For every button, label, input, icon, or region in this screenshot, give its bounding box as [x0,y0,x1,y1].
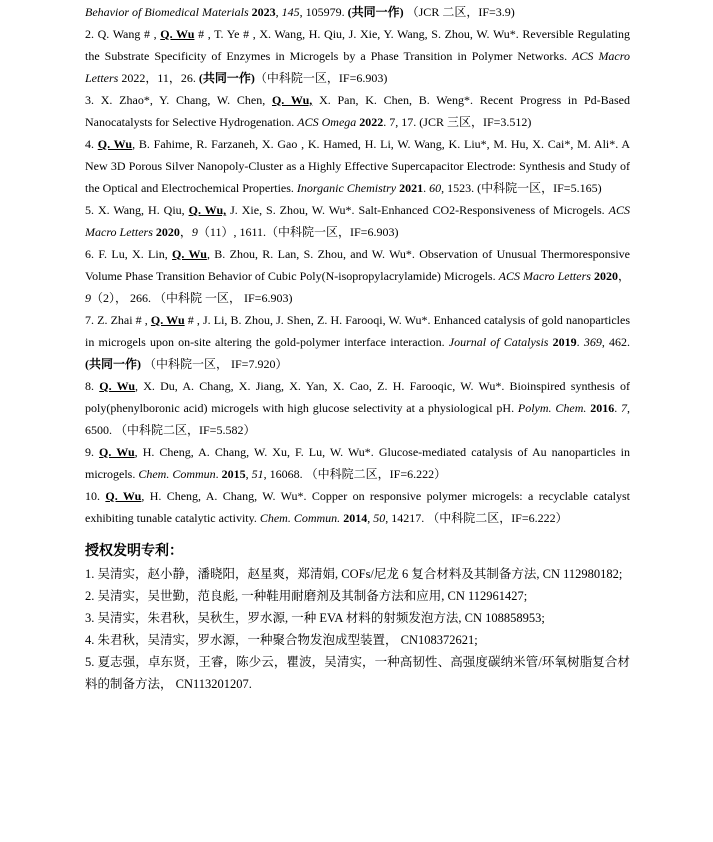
document-content [85,1,630,695]
text-segment: 7 [621,401,628,415]
text-segment: (共同一作) [85,357,141,371]
text-segment: 2015 [221,467,246,481]
text-segment: Q. Wu [172,247,207,261]
publication-item [85,23,630,89]
text-segment: 2014 [343,511,368,525]
text-segment: 4. [85,137,98,151]
text-segment: Q. Wu [105,489,142,503]
text-segment: . [614,401,622,415]
text-segment: 6. F. Lu, X. Lin, [85,247,173,261]
text-segment: Chem. Commun. [259,511,341,525]
text-segment: # , T. Ye # , X. Wang, H. Qiu, J. Xie, Y. Wang, S. Zhou, W. Wu*. Reversible Regulating the Substrate Specificity of Enzymes in Microgels by a Phase Transition in Polymer Networks. [85,27,631,63]
text-segment: 5. X. Wang, H. Qiu, [85,203,189,217]
patents-heading: 授权发明专利： [85,544,183,559]
text-segment: 60 [429,181,442,195]
text-segment: Behavior of Biomedical Materials [85,5,252,19]
text-segment: X. Pan, K. Chen, B. Weng*. Recent Progress in Pd-Based Nanocatalysts for Selective Hydrogenation. [85,93,631,129]
text-segment: 10. [85,489,106,503]
text-segment: ， [179,225,192,239]
patent-item: 5. 夏志强，卓东贤，王睿，陈少云，瞿波，吴清实，一种高韧性、高强度碳纳米管/环氧树脂复合材料的制备方法， CN113201207. [85,655,630,691]
text-segment: Q. Wu [150,313,185,327]
text-segment: Q. Wu [97,137,133,151]
text-segment: 369 [583,335,602,349]
text-segment: , X. Du, A. Chang, X. Jiang, X. Yan, X. Cao, Z. H. Farooqic, W. Wu*. Bioinspired synthesis of poly(phenylboronic acid) microgels with high glucose selectivity at a physiological pH. [85,379,630,415]
publication-item [85,89,630,133]
text-segment: Q. Wu [99,445,135,459]
text-segment: , B. Zhou, R. Lan, S. Zhou, and W. Wu*. Observation of Unusual Thermoresponsive Volume Phase Transition Behavior of Cubic Poly(N-isopropylacrylamide) Microgels. [85,247,631,283]
text-segment: 145 [281,5,300,19]
text-segment: Q. Wu, [188,203,227,217]
text-segment: , 105979. [299,5,348,19]
publication-item [85,309,630,375]
text-segment: 2020 [155,225,180,239]
text-segment: Journal of Catalysis [448,335,549,349]
text-segment: 3. X. Zhao*, Y. Chang, W. Chen, [85,93,272,107]
text-segment: Q. Wu [160,27,195,41]
text-segment: Chem. Commun [138,467,216,481]
text-segment: 2019 [552,335,577,349]
text-segment: , H. Cheng, A. Chang, W. Xu, F. Lu, W. Wu*. Glucose-mediated catalysis of Au nanoparticles in microgels. [85,445,631,481]
publications-section [85,1,630,529]
text-segment: , 16068. （中科院二区，IF=6.222） [263,467,447,481]
text-segment: . 7, 17. (JCR 三区，IF=3.512) [383,115,532,129]
text-segment: Polym. Chem. [517,401,587,415]
text-segment: . [215,467,222,481]
publication-item [85,1,630,23]
text-segment: , H. Cheng, A. Chang, W. Wu*. Copper on responsive polymer microgels: a recyclable catalyst exhibiting tunable catalytic activity. [85,489,631,525]
publication-item [85,485,630,529]
text-segment: (共同一作) [198,71,255,85]
text-segment: （11）, 1611.（中科院一区，IF=6.903) [197,225,399,239]
publication-item [85,243,630,309]
text-segment: 9 [191,225,198,239]
text-segment: , [275,5,282,19]
text-segment: 8. [85,379,100,393]
text-segment: 2022，11，26. [118,71,199,85]
text-segment: ACS Macro Letters [85,49,630,85]
patent-item: 1. 吴清实，赵小静，潘晓阳，赵星爽，郑清娟, COFs/尼龙 6 复合材料及其制备方法, CN 112980182; [85,567,623,581]
patents-section [85,541,630,695]
text-segment: 2022 [359,115,384,129]
text-segment: . [576,335,584,349]
text-segment: 2. Q. Wang # , [85,27,161,41]
text-segment: 2023 [251,5,276,19]
text-segment: 9. [85,445,100,459]
text-segment: （中科院一区， IF=7.920） [141,357,288,371]
text-segment: ACS Macro Letters [498,269,591,283]
publication-item [85,133,630,199]
text-segment: Q. Wu [99,379,136,393]
patent-item: 3. 吴清实，朱君秋，吴秋生，罗水源, 一种 EVA 材料的射频发泡方法, CN 108858953; [85,611,545,625]
text-segment: , 1523. (中科院一区，IF=5.165) [441,181,602,195]
text-segment: 2016 [590,401,615,415]
text-segment: （JCR 二区，IF=3.9) [403,5,515,19]
text-segment: 7. Z. Zhai # , [85,313,151,327]
text-segment: , [367,511,374,525]
text-segment: （中科院一区，IF=6.903) [254,71,388,85]
text-segment: 2021 [399,181,424,195]
text-segment: ACS Macro Letters [85,203,630,239]
text-segment: , 6500. （中科院二区，IF=5.582） [85,401,631,437]
text-segment: 9 [85,291,91,305]
text-segment: , [245,467,252,481]
text-segment: 2020 [593,269,618,283]
text-segment: ， [617,269,630,283]
text-segment: , 14217. （中科院二区，IF=6.222） [385,511,568,525]
text-segment: Q. Wu, [271,93,313,107]
patent-item: 4. 朱君秋，吴清实，罗水源，一种聚合物发泡成型装置， CN108372621; [85,633,478,647]
publication-item [85,199,630,243]
text-segment: Inorganic Chemistry [296,181,397,195]
text-segment: 51 [251,467,264,481]
patent-item: 2. 吴清实，吴世勤，范良彪, 一种鞋用耐磨剂及其制备方法和应用, CN 112961427; [85,589,528,603]
text-segment: , B. Fahime, R. Farzaneh, X. Gao , K. Hamed, H. Li, W. Wang, K. Liu*, M. Hu, X. Cai*, M. Ali*. A New 3D Porous Silver Nanopoly-Cluster as a Highly Effective Supercapacitor Electrode: Synthesis and Study of the Optical and Electrochemical Properties. [85,137,631,195]
text-segment: # , J. Li, B. Zhou, J. Shen, Z. H. Farooqi, W. Wu*. Enhanced catalysis of gold nanoparticles in microgels upon on-site altering the gold-polymer interface interaction. [85,313,631,349]
text-segment: ACS Omega [297,115,357,129]
text-segment: , 462. [601,335,631,349]
text-segment: J. Xie, S. Zhou, W. Wu*. Salt-Enhanced CO2-Responsiveness of Microgels. [226,203,609,217]
text-segment: (共同一作) [347,5,404,19]
publication-item [85,441,630,485]
text-segment: 50 [373,511,386,525]
text-segment: （2）， 266. （中科院 一区， IF=6.903) [91,291,293,305]
text-segment: . [423,181,430,195]
publication-item [85,375,630,441]
